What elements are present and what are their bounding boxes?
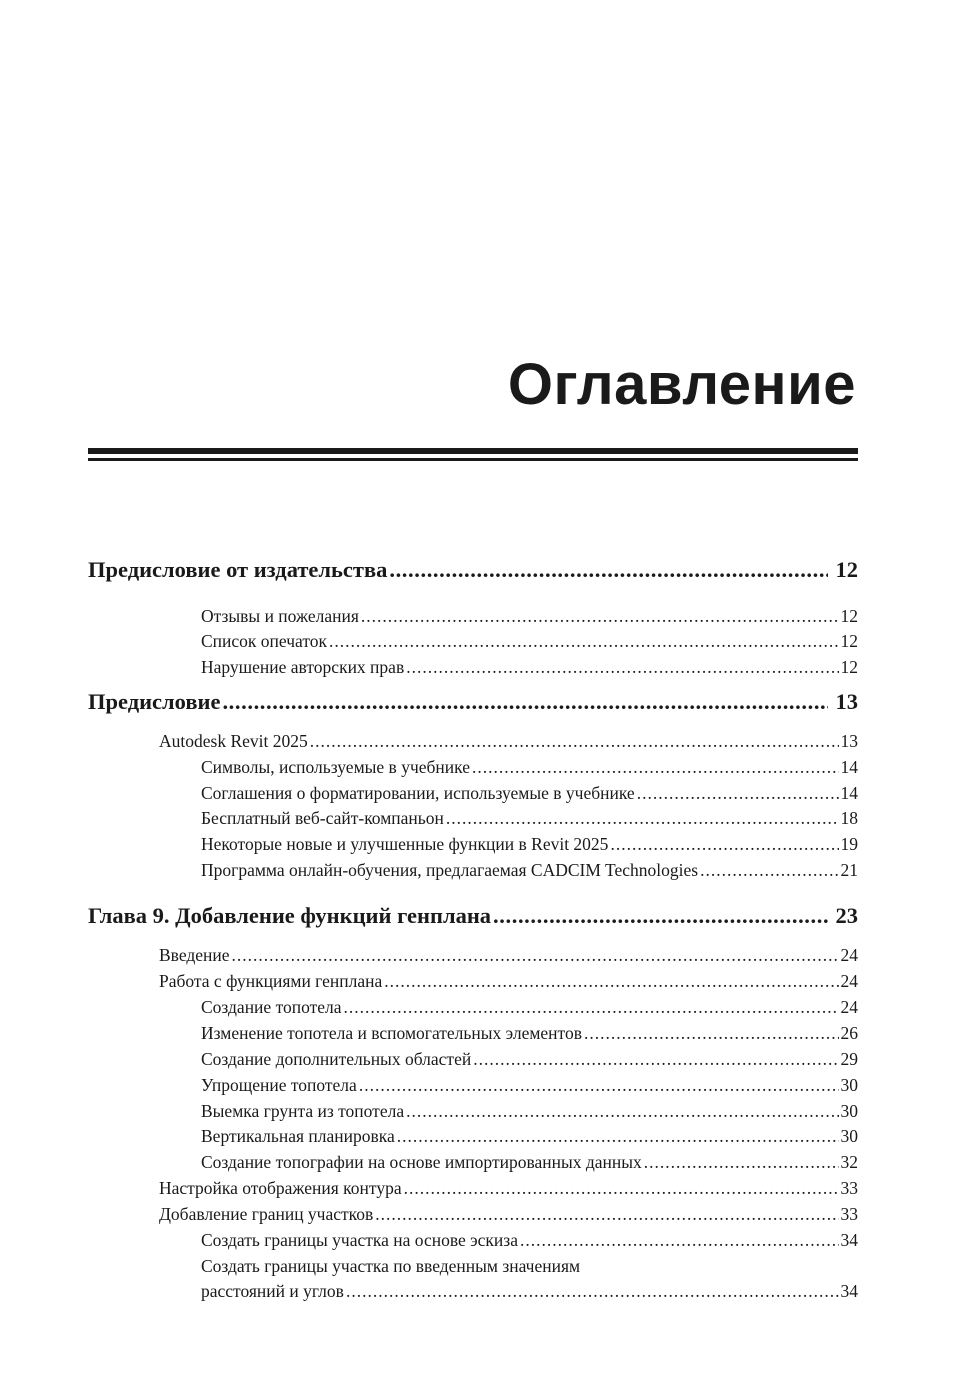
toc-entry-symbols[interactable] xyxy=(201,755,858,779)
toc-entry-title: Программа онлайн-обучения, предлагаемая CADCIM Technologies xyxy=(201,860,699,880)
toc-entry-page: 13 xyxy=(835,689,858,714)
toc-entry-title: Предисловие от издательства xyxy=(88,557,388,582)
dot-leader xyxy=(384,969,838,993)
toc-entry-page: 14 xyxy=(840,757,858,777)
toc-entry-imported-topography[interactable] xyxy=(201,1150,858,1174)
toc-entry-companion-site[interactable] xyxy=(201,806,858,830)
toc-entry-create-toposolid[interactable] xyxy=(201,995,858,1019)
toc-entry-title: Некоторые новые и улучшенные функции в Revit 2025 xyxy=(201,834,609,854)
toc-entry-page: 34 xyxy=(840,1230,858,1250)
toc-entry-title: Создание топографии на основе импортированных данных xyxy=(201,1152,642,1172)
toc-entry-page: 30 xyxy=(840,1101,858,1121)
toc-entry-title: Создание дополнительных областей xyxy=(201,1049,472,1069)
toc-entry-publisher-preface[interactable] xyxy=(88,555,858,585)
toc-entry-new-features[interactable] xyxy=(201,832,858,856)
toc-entry-page: 30 xyxy=(840,1075,858,1095)
toc-entry-page: 33 xyxy=(840,1178,858,1198)
toc-entry-copyright[interactable] xyxy=(201,655,858,679)
toc-entry-title: Добавление границ участков xyxy=(159,1204,374,1224)
toc-entry-page: 14 xyxy=(840,783,858,803)
toc-entry-online-training[interactable] xyxy=(201,858,858,882)
toc-entry-page: 30 xyxy=(840,1126,858,1146)
toc-entry-property-lines[interactable] xyxy=(159,1202,858,1226)
toc-entry-title: Предисловие xyxy=(88,689,221,714)
toc-entry-title: Список опечаток xyxy=(201,631,328,651)
toc-entry-page: 23 xyxy=(835,903,858,928)
dot-leader xyxy=(404,1176,839,1200)
toc-entry-title: Создать границы участка на основе эскиза xyxy=(201,1230,518,1250)
toc-entry-property-lines-sketch[interactable] xyxy=(201,1228,858,1252)
toc-entry-title: Глава 9. Добавление функций генплана xyxy=(88,903,492,928)
toc-entry-property-lines-values-line1[interactable]: Создать границы участка по введенным значениям xyxy=(201,1256,581,1276)
toc-entry-property-lines-values[interactable] xyxy=(201,1279,858,1303)
page-title: Оглавление xyxy=(507,352,856,417)
table-of-contents xyxy=(88,0,858,1388)
dot-leader xyxy=(389,555,827,585)
dot-leader xyxy=(359,1073,839,1097)
toc-entry-modify-toposolid[interactable] xyxy=(201,1021,858,1045)
toc-entry-site-features[interactable] xyxy=(159,969,858,993)
toc-entry-title: Нарушение авторских прав xyxy=(201,657,405,677)
toc-entry-formatting[interactable] xyxy=(201,781,858,805)
dot-leader xyxy=(222,687,827,717)
toc-entry-page: 32 xyxy=(840,1152,858,1172)
dot-leader xyxy=(473,1047,838,1071)
toc-entry-page: 19 xyxy=(840,834,858,854)
toc-entry-title: Выемка грунта из топотела xyxy=(201,1101,405,1121)
toc-entry-page: 13 xyxy=(840,731,858,751)
dot-leader xyxy=(493,901,827,931)
toc-entry-page: 12 xyxy=(835,557,858,582)
toc-entry-page: 12 xyxy=(840,631,858,651)
toc-entry-page: 24 xyxy=(840,997,858,1017)
dot-leader xyxy=(344,995,839,1019)
toc-entry-page: 24 xyxy=(840,945,858,965)
toc-entry-page: 34 xyxy=(840,1281,858,1301)
dot-leader xyxy=(310,729,839,753)
dot-leader xyxy=(637,781,839,805)
toc-entry-title: Упрощение топотела xyxy=(201,1075,357,1095)
toc-entry-page: 12 xyxy=(840,606,858,626)
toc-entry-title: Изменение топотела и вспомогательных элементов xyxy=(201,1023,582,1043)
toc-entry-title: Символы, используемые в учебнике xyxy=(201,757,470,777)
toc-entry-title: Введение xyxy=(159,945,230,965)
dot-leader xyxy=(472,755,839,779)
dot-leader xyxy=(375,1202,838,1226)
toc-entry-title: Соглашения о форматировании, используемые в учебнике xyxy=(201,783,635,803)
toc-entry-title: Создание топотела xyxy=(201,997,342,1017)
dot-leader xyxy=(610,832,838,856)
toc-entry-title: Вертикальная планировка xyxy=(201,1126,395,1146)
toc-entry-title: Autodesk Revit 2025 xyxy=(159,731,308,751)
toc-entry-title: Отзывы и пожелания xyxy=(201,606,359,626)
toc-entry-grading[interactable] xyxy=(201,1124,858,1148)
toc-entry-page: 21 xyxy=(840,860,858,880)
toc-entry-preface[interactable] xyxy=(88,687,858,717)
dot-leader xyxy=(406,655,838,679)
toc-entry-simplify-toposolid[interactable] xyxy=(201,1073,858,1097)
toc-entry-page: 24 xyxy=(840,971,858,991)
toc-entry-page: 26 xyxy=(840,1023,858,1043)
toc-entry-chapter-9[interactable] xyxy=(88,901,858,931)
dot-leader xyxy=(397,1124,839,1148)
dot-leader xyxy=(584,1021,839,1045)
dot-leader xyxy=(644,1150,839,1174)
dot-leader xyxy=(700,858,838,882)
dot-leader xyxy=(406,1099,838,1123)
toc-entry-page: 18 xyxy=(840,808,858,828)
toc-entry-page: 33 xyxy=(840,1204,858,1224)
toc-entry-title: Работа с функциями генплана xyxy=(159,971,383,991)
toc-entry-title: расстояний и углов xyxy=(201,1281,344,1301)
toc-entry-subregions[interactable] xyxy=(201,1047,858,1071)
dot-leader xyxy=(520,1228,839,1252)
dot-leader xyxy=(446,806,839,830)
toc-entry-page: 29 xyxy=(840,1049,858,1069)
toc-entry-page: 12 xyxy=(840,657,858,677)
toc-entry-feedback[interactable] xyxy=(201,604,858,628)
toc-entry-title: Бесплатный веб-сайт-компаньон xyxy=(201,808,444,828)
toc-entry-title: Настройка отображения контура xyxy=(159,1178,402,1198)
toc-entry-introduction[interactable] xyxy=(159,943,858,967)
toc-entry-errata[interactable] xyxy=(201,629,858,653)
toc-entry-contour-display[interactable] xyxy=(159,1176,858,1200)
toc-entry-excavate[interactable] xyxy=(201,1099,858,1123)
dot-leader xyxy=(346,1279,839,1303)
dot-leader xyxy=(361,604,839,628)
dot-leader xyxy=(232,943,839,967)
toc-entry-autodesk-revit[interactable] xyxy=(159,729,858,753)
dot-leader xyxy=(329,629,838,653)
